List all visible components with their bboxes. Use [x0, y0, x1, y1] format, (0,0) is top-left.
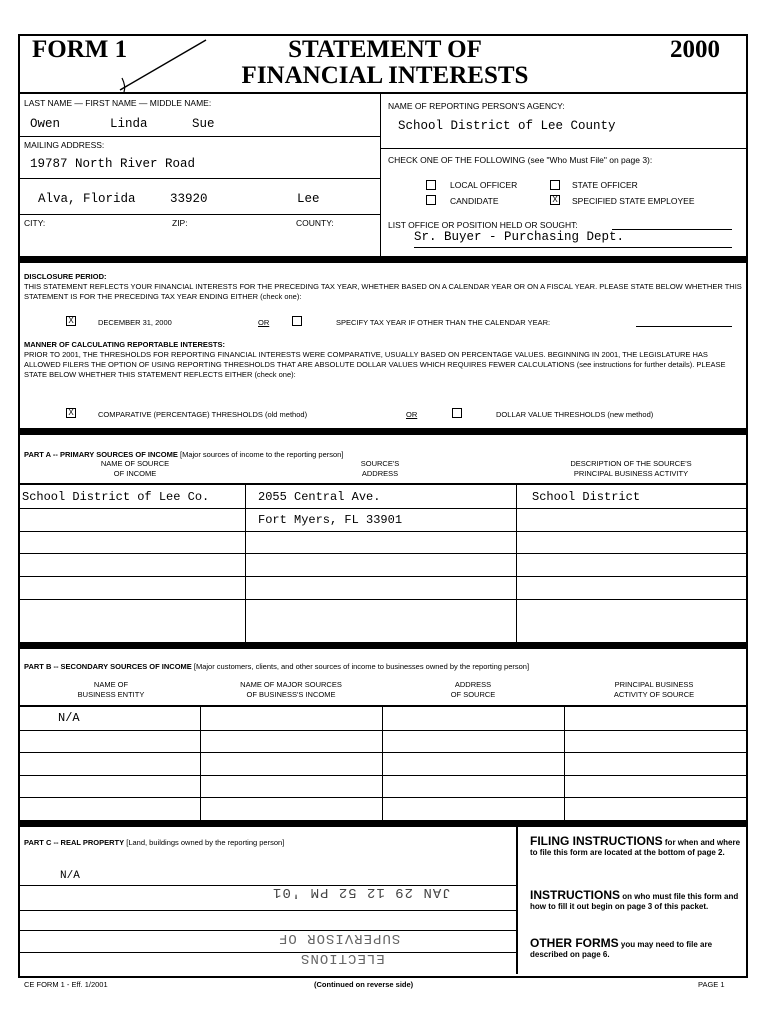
row-line — [20, 730, 746, 731]
row-line — [20, 930, 516, 931]
last-name-value[interactable]: Owen — [30, 117, 61, 131]
filing-instructions-text: for when and where to file this form are located at the bottom of page 2. — [530, 838, 741, 857]
comparative-label: COMPARATIVE (PERCENTAGE) THRESHOLDS (old method) — [98, 410, 308, 419]
part-a-cell[interactable]: 2055 Central Ave. — [258, 490, 381, 504]
candidate-label: CANDIDATE — [450, 196, 499, 206]
part-b-col3-header: ADDRESS OF SOURCE — [450, 680, 496, 699]
footer-form-id: CE FORM 1 - Eff. 1/2001 — [24, 980, 108, 989]
divider — [20, 483, 746, 485]
divider — [20, 820, 746, 827]
row-line — [20, 797, 746, 798]
form-year: 2000 — [670, 36, 720, 63]
underline — [636, 326, 732, 327]
row-line — [20, 508, 746, 509]
check-one-label: CHECK ONE OF THE FOLLOWING (see "Who Must File" on page 3): — [388, 155, 653, 165]
disclosure-text: THIS STATEMENT REFLECTS YOUR FINANCIAL INTERESTS FOR THE PRECEDING TAX YEAR, WHETHER BASED ON A CALENDAR YEAR OR ON A FISCAL YEAR. PLEASE STATE BELOW WHETHER THIS STATEMENT IS FOR THE PRECEDING TAX YEAR ENDING EITHER (check one): — [24, 282, 742, 301]
divider — [380, 148, 746, 149]
state-officer-checkbox[interactable] — [550, 180, 560, 190]
local-officer-checkbox[interactable] — [426, 180, 436, 190]
dollar-value-label: DOLLAR VALUE THRESHOLDS (new method) — [496, 410, 654, 419]
agency-value[interactable]: School District of Lee County — [398, 119, 616, 133]
part-b-col2-header: NAME OF MAJOR SOURCES OF BUSINESS'S INCOME — [240, 680, 342, 699]
divider — [20, 92, 746, 94]
part-b-col1-header: NAME OF BUSINESS ENTITY — [77, 680, 145, 699]
december-label: DECEMBER 31, 2000 — [98, 318, 172, 327]
agency-label: NAME OF REPORTING PERSON'S AGENCY: — [388, 101, 565, 111]
divider — [564, 707, 565, 820]
filing-instructions — [530, 836, 740, 858]
divider — [516, 827, 518, 974]
city-value[interactable]: Alva, Florida — [38, 192, 136, 206]
mailing-street-value[interactable]: 19787 North River Road — [30, 157, 196, 171]
or-label: OR — [406, 410, 418, 419]
divider — [20, 705, 746, 707]
mailing-label: MAILING ADDRESS: — [24, 140, 105, 150]
received-stamp-line2: ELECTIONS — [300, 950, 385, 966]
row-line — [20, 553, 746, 554]
part-b-subtitle: [Major customers, clients, and other sources of income to businesses owned by the reporting person] — [193, 662, 530, 671]
dollar-value-checkbox[interactable] — [452, 408, 462, 418]
other-forms-title: OTHER FORMS — [530, 936, 619, 950]
first-name-value[interactable]: Linda — [110, 117, 148, 131]
part-a-cell[interactable]: School District of Lee Co. — [22, 490, 210, 504]
disclosure-heading: DISCLOSURE PERIOD: — [24, 272, 107, 281]
received-stamp-date: JAN 29 12 52 PM '01 — [272, 884, 451, 900]
part-b-heading — [24, 662, 529, 671]
footer-continued: (Continued on reverse side) — [314, 980, 414, 989]
county-label: COUNTY: — [296, 218, 334, 228]
divider — [20, 428, 746, 435]
part-a-cell[interactable]: School District — [532, 490, 641, 504]
filing-instructions-title: FILING INSTRUCTIONS — [530, 834, 663, 848]
divider — [20, 178, 380, 179]
divider — [382, 707, 383, 820]
divider — [20, 642, 746, 649]
part-b-col4-header: PRINCIPAL BUSINESS ACTIVITY OF SOURCE — [613, 680, 695, 699]
signature-mark — [110, 38, 210, 94]
manner-heading: MANNER OF CALCULATING REPORTABLE INTERESTS: — [24, 340, 225, 349]
part-a-title: PART A -- PRIMARY SOURCES OF INCOME — [24, 450, 178, 459]
received-stamp-line1: SUPERVISOR OF — [278, 930, 401, 946]
other-forms-note — [530, 938, 740, 960]
instructions-text: on who must file this form and how to fill it out begin on page 3 of this packet. — [530, 892, 739, 911]
row-line — [20, 599, 746, 600]
form-title-line2: FINANCIAL INTERESTS — [241, 62, 529, 89]
middle-name-value[interactable]: Sue — [192, 117, 215, 131]
name-label: LAST NAME — FIRST NAME — MIDDLE NAME: — [24, 98, 212, 108]
comparative-checkbox[interactable]: X — [66, 408, 76, 418]
part-c-value[interactable]: N/A — [60, 870, 80, 882]
footer-page: PAGE 1 — [698, 980, 725, 989]
specified-state-employee-checkbox[interactable]: X — [550, 195, 560, 205]
other-forms-text: you may need to file are described on page 6. — [530, 940, 713, 959]
part-b-title: PART B -- SECONDARY SOURCES OF INCOME — [24, 662, 192, 671]
part-c-heading — [24, 838, 284, 847]
divider — [380, 94, 381, 256]
form-label: FORM 1 — [32, 36, 128, 63]
specified-state-employee-label: SPECIFIED STATE EMPLOYEE — [572, 196, 695, 206]
part-a-col2-header: SOURCE'S ADDRESS — [360, 459, 400, 478]
zip-value[interactable]: 33920 — [170, 192, 208, 206]
city-label: CITY: — [24, 218, 46, 228]
part-b-cell[interactable]: N/A — [58, 711, 80, 725]
form-title-line1: STATEMENT OF — [288, 36, 482, 63]
part-a-cell[interactable]: Fort Myers, FL 33901 — [258, 512, 403, 527]
instructions-title: INSTRUCTIONS — [530, 888, 620, 902]
part-a-heading — [24, 450, 343, 459]
part-a-col1-header: NAME OF SOURCE OF INCOME — [100, 459, 170, 478]
specify-year-checkbox[interactable] — [292, 316, 302, 326]
part-c-subtitle: [Land, buildings owned by the reporting person] — [126, 838, 285, 847]
or-label: OR — [258, 318, 270, 327]
divider — [20, 214, 380, 215]
part-a-col3-header: DESCRIPTION OF THE SOURCE'S PRINCIPAL BUSINESS ACTIVITY — [570, 459, 692, 478]
underline — [414, 247, 732, 248]
row-line — [20, 775, 746, 776]
row-line — [20, 910, 516, 911]
part-a-subtitle: [Major sources of income to the reporting person] — [180, 450, 344, 459]
county-value[interactable]: Lee — [297, 192, 320, 206]
office-label: LIST OFFICE OR POSITION HELD OR SOUGHT: — [388, 220, 578, 230]
row-line — [20, 531, 746, 532]
divider — [20, 256, 746, 263]
specify-year-label: SPECIFY TAX YEAR IF OTHER THAN THE CALENDAR YEAR: — [336, 318, 551, 327]
divider — [20, 136, 380, 137]
row-line — [20, 952, 516, 953]
row-line — [20, 752, 746, 753]
part-c-title: PART C -- REAL PROPERTY — [24, 838, 125, 847]
zip-label: ZIP: — [172, 218, 188, 228]
state-officer-label: STATE OFFICER — [572, 180, 638, 190]
instructions-note — [530, 890, 740, 912]
local-officer-label: LOCAL OFFICER — [450, 180, 518, 190]
office-value[interactable]: Sr. Buyer - Purchasing Dept. — [414, 230, 625, 244]
row-line — [20, 576, 746, 577]
candidate-checkbox[interactable] — [426, 195, 436, 205]
divider — [200, 707, 201, 820]
underline — [612, 229, 732, 230]
manner-text: PRIOR TO 2001, THE THRESHOLDS FOR REPORTING FINANCIAL INTERESTS WERE COMPARATIVE, USUALLY BASED ON PERCENTAGE VALUES. BEGINNING IN 2001, THE LEGISLATURE HAS ALLOWED FILERS THE OPTION OF USING REPORTING THRESHOLDS THAT ARE ABSOLUTE DOLLAR VALUES WHICH REQUIRES FEWER CALCULATIONS (see instructions for further details). PLEASE STATE BELOW WHETHER THIS STATEMENT REFLECTS EITHER (check one): — [24, 350, 726, 379]
december-checkbox[interactable]: X — [66, 316, 76, 326]
